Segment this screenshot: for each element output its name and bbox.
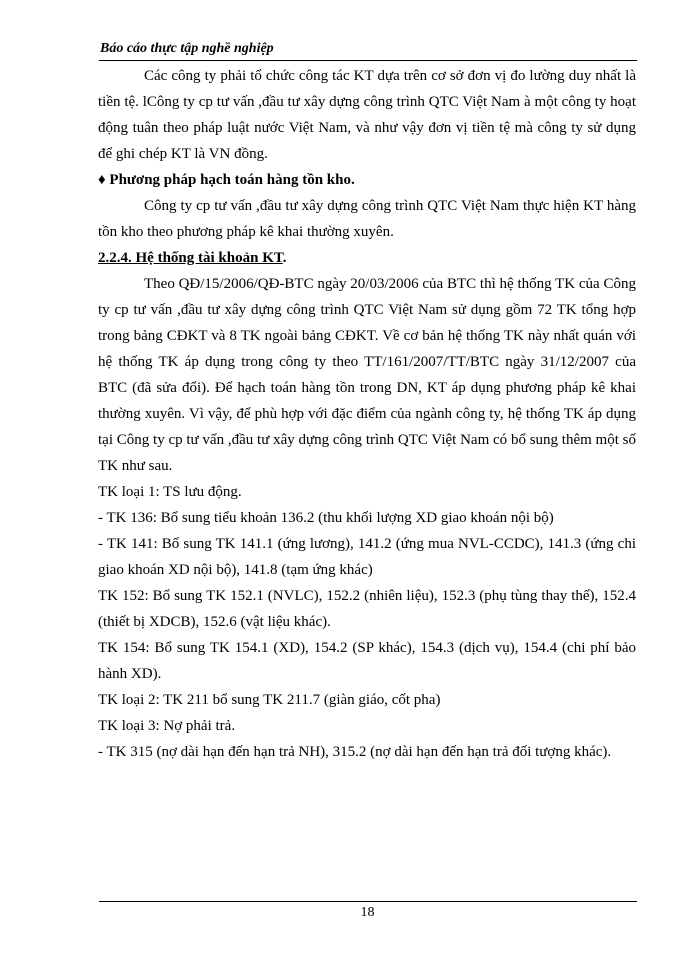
account-line: TK 152: Bổ sung TK 152.1 (NVLC), 152.2 (nhiên liệu), 152.3 (phụ tùng thay thế), 152.4 (thiết bị XDCB), 152.6 (vật liệu khác). (98, 588, 636, 630)
account-line: TK loại 2: TK 211 bổ sung TK 211.7 (giàn giáo, cốt pha) (98, 692, 441, 708)
account-line: TK 154: Bổ sung TK 154.1 (XD), 154.2 (SP khác), 154.3 (dịch vụ), 154.4 (chi phí bảo hành XD). (98, 640, 636, 682)
account-line: TK loại 1: TS lưu động. (98, 484, 242, 500)
diamond-bullet-icon: ♦ (98, 172, 106, 188)
paragraph-account-system: Theo QĐ/15/2006/QĐ-BTC ngày 20/03/2006 của BTC thì hệ thống TK của Công ty cp tư vấn ,đầu tư xây dựng công trình QTC Việt Nam sử dụng gồm 72 TK tổng hợp trong bảng CĐKT và 8 TK ngoài bảng CĐKT. Về cơ bản hệ thống TK này nhất quán với hệ thống TK áp dụng trong công ty theo TT/161/2007/TT/BTC ngày 31/12/2007 của BTC (đã sửa đổi). Để hạch toán hàng tồn trong DN, KT áp dụng phương pháp kê khai thường xuyên. Vì vậy, để phù hợp với đặc điểm của ngành công ty, hệ thống TK áp dụng tại Công ty cp tư vấn ,đầu tư xây dựng công trình QTC Việt Nam có bổ sung thêm một số TK như sau. (98, 276, 636, 474)
account-line: TK loại 3: Nợ phải trả. (98, 718, 236, 734)
paragraph-inventory: Công ty cp tư vấn ,đầu tư xây dựng công trình QTC Việt Nam thực hiện KT hàng tồn kho theo phương pháp kê khai thường xuyên. (98, 198, 636, 240)
section-heading (98, 245, 636, 271)
account-line: - TK 315 (nợ dài hạn đến hạn trả NH), 315.2 (nợ dài hạn đến hạn trả đối tượng khác). (98, 744, 612, 760)
inventory-method-heading-text: Phương pháp hạch toán hàng tồn kho. (109, 172, 355, 188)
paragraph-currency: Các công ty phải tổ chức công tác KT dựa trên cơ sở đơn vị đo lường duy nhất là tiền tệ. lCông ty cp tư vấn ,đầu tư xây dựng công trình QTC Việt Nam à một công ty hoạt động tuân theo pháp luật nước Việt Nam, và như vậy đơn vị tiền tệ mà công ty sử dụng để ghi chép KT là VN đồng. (98, 68, 636, 162)
inventory-method-heading (98, 167, 636, 193)
account-line: - TK 136: Bổ sung tiểu khoản 136.2 (thu khối lượng XD giao khoán nội bộ) (98, 510, 554, 526)
account-line: - TK 141: Bổ sung TK 141.1 (ứng lương), 141.2 (ứng mua NVL-CCDC), 141.3 (ứng chi giao khoán XD nội bộ), 141.8 (tạm ứng khác) (98, 536, 636, 578)
page-number: 18 (360, 905, 375, 920)
page-body (98, 63, 636, 765)
header-divider (99, 60, 637, 61)
section-heading-text: 2.2.4. Hệ thống tài khoản KT (98, 250, 283, 266)
section-heading-period: . (282, 250, 287, 266)
running-header: Báo cáo thực tập nghề nghiệp (100, 41, 274, 56)
footer-divider (99, 901, 637, 902)
